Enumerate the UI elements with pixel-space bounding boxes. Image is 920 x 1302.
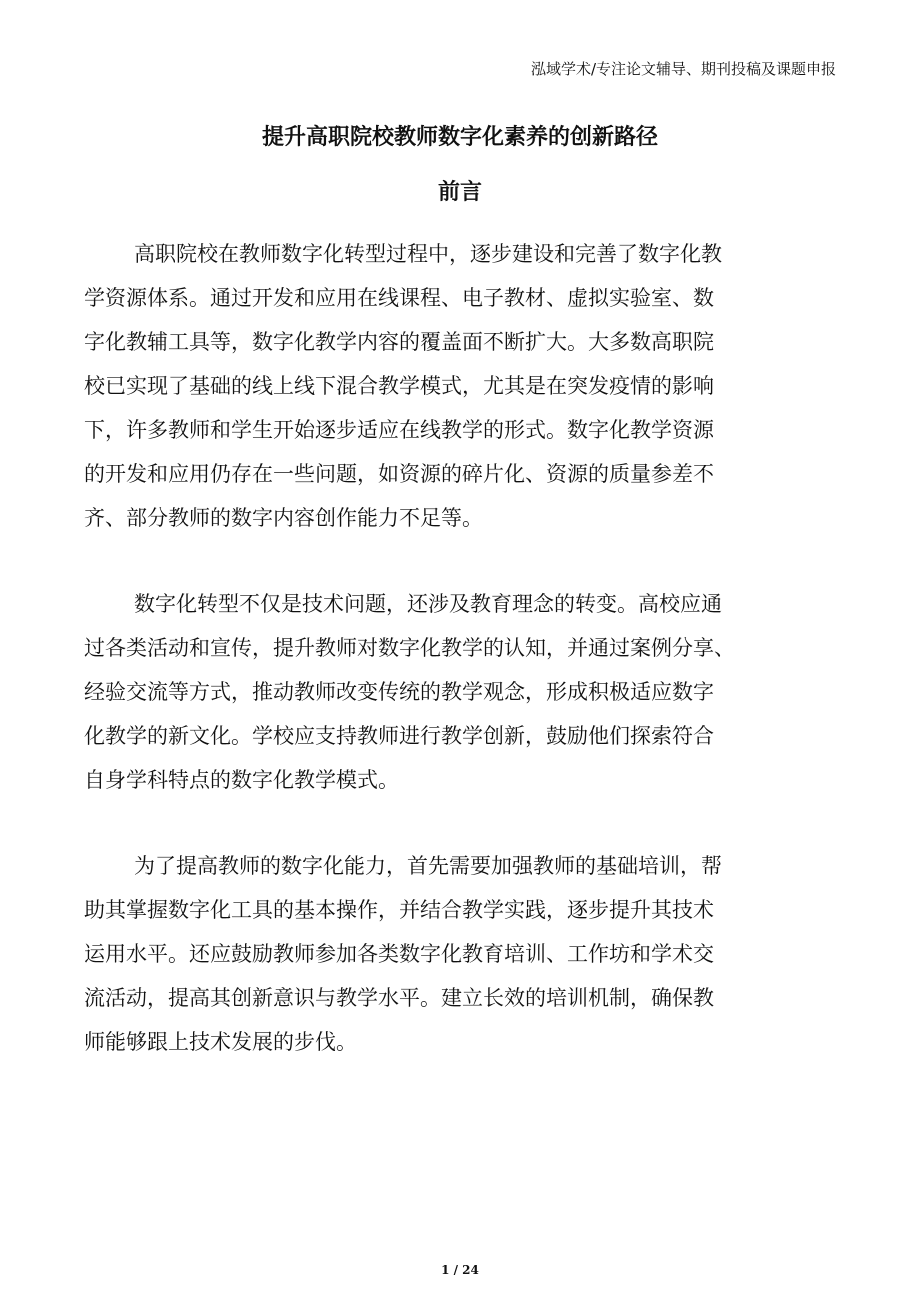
paragraph-line: 字化教辅工具等，数字化教学内容的覆盖面不断扩大。大多数高职院 — [84, 330, 714, 354]
paragraph-line: 数字化转型不仅是技术问题，还涉及教育理念的转变。高校应通 — [134, 592, 722, 616]
paragraph — [84, 232, 864, 540]
section-title: 前言 — [437, 180, 482, 205]
paragraph — [84, 844, 864, 1064]
document-body — [84, 232, 864, 1106]
paragraph-line: 过各类活动和宣传，提升教师对数字化教学的认知，并通过案例分享、 — [84, 636, 735, 660]
paragraph-line: 齐、部分教师的数字内容创作能力不足等。 — [84, 506, 483, 530]
page-number: 1 / 24 — [441, 1263, 479, 1277]
paragraph-line: 下，许多教师和学生开始逐步适应在线教学的形式。数字化教学资源 — [84, 418, 714, 442]
paragraph-line: 自身学科特点的数字化教学模式。 — [84, 768, 399, 792]
paragraph-line: 助其掌握数字化工具的基本操作，并结合教学实践，逐步提升其技术 — [84, 898, 714, 922]
paragraph-line: 校已实现了基础的线上线下混合教学模式，尤其是在突发疫情的影响 — [84, 374, 714, 398]
paragraph — [84, 582, 864, 802]
paragraph-line: 学资源体系。通过开发和应用在线课程、电子教材、虚拟实验室、数 — [84, 286, 714, 310]
paragraph-line: 运用水平。还应鼓励教师参加各类数字化教育培训、工作坊和学术交 — [84, 942, 714, 966]
paragraph-line: 为了提高教师的数字化能力，首先需要加强教师的基础培训，帮 — [134, 854, 722, 878]
paragraph-line: 化教学的新文化。学校应支持教师进行教学创新，鼓励他们探索符合 — [84, 724, 714, 748]
paragraph-line: 流活动，提高其创新意识与教学水平。建立长效的培训机制，确保教 — [84, 986, 714, 1010]
page-header: 泓域学术/专注论文辅导、期刊投稿及课题申报 — [530, 60, 836, 78]
document-title: 提升高职院校教师数字化素养的创新路径 — [261, 125, 658, 150]
paragraph-line: 的开发和应用仍存在一些问题，如资源的碎片化、资源的质量参差不 — [84, 462, 714, 486]
paragraph-line: 经验交流等方式，推动教师改变传统的教学观念，形成积极适应数字 — [84, 680, 714, 704]
paragraph-line: 师能够跟上技术发展的步伐。 — [84, 1030, 357, 1054]
paragraph-line: 高职院校在教师数字化转型过程中，逐步建设和完善了数字化教 — [134, 242, 722, 266]
